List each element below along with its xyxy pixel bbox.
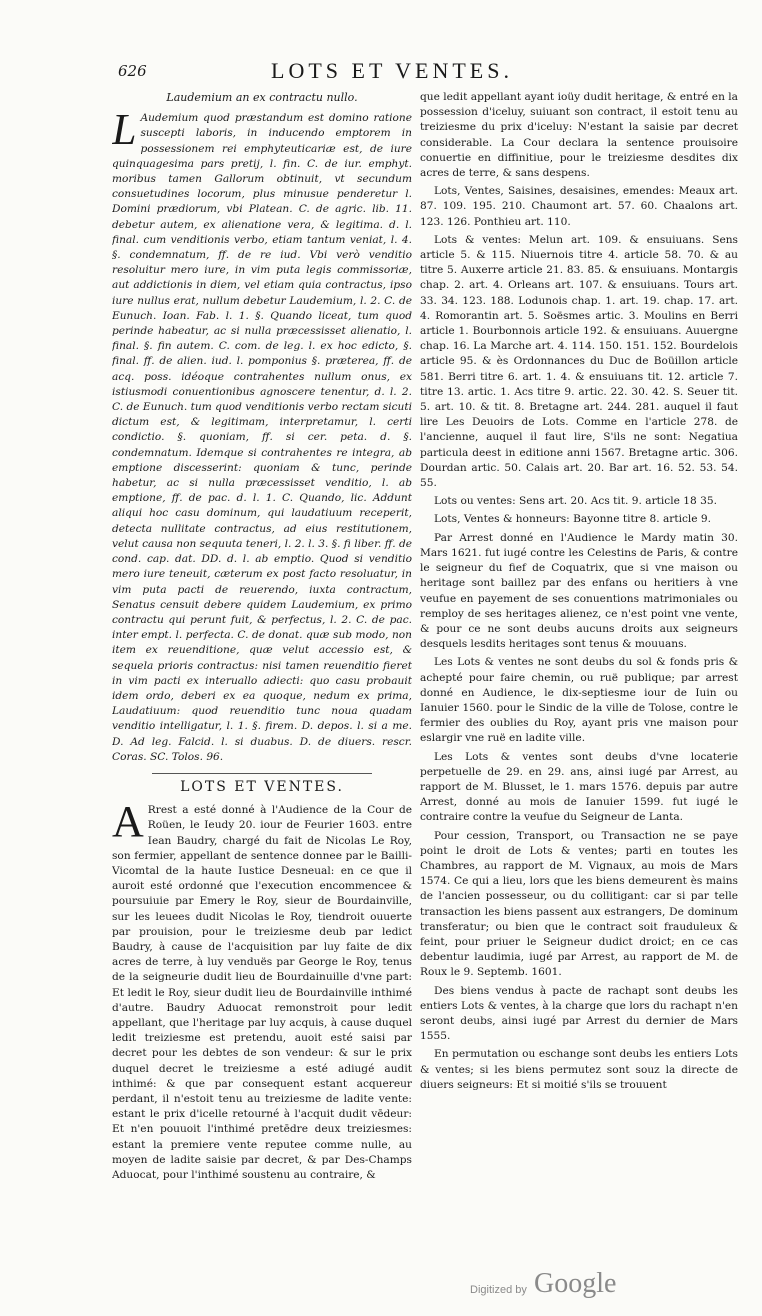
running-title: LOTS ET VENTES. xyxy=(271,58,513,83)
paragraph-7: Les Lots & ventes ne sont deubs du sol & fonds pris & achepté pour faire chemin, ou ruë publique; par arrest donné en Audience, le dix-septiesme iour de Iuin ou Ianuier 1560. pour le Sindic de la ville de Tolose, contre le fermier des oublies du Roy, ayant pris vne maison pour eslargir vne ruë en ladite ville. xyxy=(420,656,738,745)
paragraph-1: que ledit appellant ayant ioüy dudit heritage, & entré en la possession d'iceluy, suiuant son contract, il estoit tenu au treiziesme du prix d'iceluy: N'estant la saisie par decret considerable. La Cour declara la sentence prouisoire conuertie en diffinitiue, pour le treiziesme desdites dix acres de terre, & sans despens. xyxy=(420,91,738,180)
google-watermark xyxy=(470,1268,670,1304)
paragraph-2: Lots, Ventes, Saisines, desaisines, emendes: Meaux art. 87. 109. 195. 210. Chaumont art. 57. 60. Chaalons art. 123. 126. Ponthieu art. 110. xyxy=(420,185,738,228)
paragraph-10: Des biens vendus à pacte de rachapt sont deubs les entiers Lots & ventes, à la charge que lors du rachapt n'en seront deubs, ainsi iugé par Arrest du dernier de Mars 1555. xyxy=(420,984,738,1043)
latin-paragraph xyxy=(112,105,412,765)
page-header xyxy=(112,58,672,88)
drop-cap-a: A xyxy=(112,797,144,847)
watermark-google-logo: Google xyxy=(534,1268,617,1299)
paragraph-4: Lots ou ventes: Sens art. 20. Acs tit. 9. article 18 35. xyxy=(434,495,717,508)
section-subhead: Laudemium an ex contractu nullo. xyxy=(166,91,358,104)
paragraph-11: En permutation ou eschange sont deubs les entiers Lots & ventes; si les biens permutez sont souz la directe de diuers seigneurs: Et si moitié s'ils se trouuent xyxy=(420,1048,738,1091)
latin-text: Audemium quod præstandum est domino ratione suscepti laboris, in inducendo emptorem in possessionem rei emphyteuticariæ est, de iure quinquagesima pars pretij, l. fin. C. de iur. emphyt. moribus tamen Gallorum obtinuit, vt secundum consuetudines locorum, plus minusue penderetur l. Domini prædiorum, vbi Platean. C. de agric. lib. 11. debetur autem, ex alienatione vera, & legitima. d. l. final. cum venditionis verbo, etiam tantum veniat, l. 4. §. condemnatum, ff. de re iud. Vbi verò venditio resoluitur mero iure, in vim puta legis commissoriæ, aut addictionis in diem, vel etiam quia contractus, ipso iure nullus erat, nullum debetur Laudemium, l. 2. C. de Eunuch. Ioan. Fab. l. 1. §. Quando liceat, tum quod perinde habeatur, ac si nulla præcessisset alienatio, l. final. §. fin autem. C. com. de leg. l. ex hoc edicto, §. final. ff. de alien. iud. l. pomponius §. præterea, ff. de acq. poss. idéoque contrahentes nullum onus, ex istiusmodi conuentionibus agnoscere tenentur, d. l. 2. C. de Eunuch. tum quod venditionis verbo rectam sicuti dictum est, & legitimam, interpretamur, l. certi condictio. §. quoniam, ff. si cer. peta. d. §. condemnatum. Idemque si contrahentes re integra, ab emptione discesserint: quoniam & tunc, perinde habetur, ac si nulla præcessisset venditio, l. ab emptione, ff. de pac. d. l. 1. C. Quando, lic. Addunt aliqui hoc casu dominum, qui laudatiuum receperit, detecta nullitate contractus, ad eius restitutionem, velut causa non sequuta teneri, l. 2. l. 3. §. fi liber. ff. de cond. cap. dat. DD. d. l. ab emptio. Quod si venditio mero iure teneuit, cæterum ex post facto resoluatur, in vim puta pacti de reuerendo, iuxta contractum, Senatus censuit debere quidem Laudemium, ex primo contractu qui perunt fuit, & perfectus, l. 2. C. de pac. inter empt. l. perfecta. C. de donat. quæ sub modo, non item ex reuenditione, quæ velut accessio est, & sequela prioris contractus: nisi tamen reuenditio fieret in vim pacti ex interuallo adiecti: quo casu probauit idem ordo, deberi ex ea quoque, nedum ex prima, Laudatiuum: quod reuenditio tunc noua quadam venditio intelligatur, l. 1. §. firem. D. depos. l. si a me. D. Ad leg. Falcid. l. si duabus. D. de diuers. rescr. Coras. SC. Tolos. 96. xyxy=(112,112,412,763)
arrest-paragraph xyxy=(112,797,412,1183)
section-title: LOTS ET VENTES. xyxy=(180,778,344,795)
arrest-text: Rrest a esté donné à l'Audience de la Cour de Roüen, le Ieudy 20. iour de Feurier 1603. entre Iean Baudry, chargé du fait de Nicolas Le Roy, son fermier, appellant de sentence donnee par le Bailli-Vicomtal de la haute Iustice Desneual: en ce que il auroit esté ordonné que l'execution encommencee & poursuiuie par Emery le Roy, sieur de Bourdainville, sur les leuees dudit Nicolas le Roy, tiendroit ouuerte par prouision, pour le treiziesme deub par ledict Baudry, à cause de l'acquisition par luy faite de dix acres de terre, à luy venduës par George le Roy, tenus de la seigneurie dudit lieu de Bourdainuille d'vne part: Et ledit le Roy, sieur dudit lieu de Bourdainville inthimé d'autre. Baudry Aduocat remonstroit pour ledit appellant, que l'heritage par luy acquis, à cause duquel ledit treiziesme est pretendu, auoit esté saisi par decret pour les debtes de son vendeur: & sur le prix duquel decret le treiziesme a esté adiugé audit inthimé: & que par consequent estant acquereur perdant, il n'estoit tenu au treiziesme de ladite vente: estant le prix d'icelle retourné à l'acquit dudit vēdeur: Et n'en pouuoit l'inthimé pretēdre deux treiziesmes: estant la premiere vente reputee comme nulle, au moyen de ladite saisie par decret, & par Des-Champs Aduocat, pour l'inthimé soustenu au contraire, & xyxy=(112,804,412,1182)
drop-cap-l: L xyxy=(112,105,137,155)
watermark-digitized-by: Digitized by xyxy=(470,1284,527,1296)
paragraph-6: Par Arrest donné en l'Audience le Mardy matin 30. Mars 1621. fut iugé contre les Celestins de Paris, & contre le seigneur du fief de Coquatrix, que si vne maison ou heritage sont baillez par des enfans ou heritiers à vne veufue en payement de ses conuentions matrimoniales ou remploy de ses heritages alienez, ce n'est point vne vente, & pour ce ne sont deubs aucuns droits aux seigneurs desquels lesdits heritages sont tenus & mouuans. xyxy=(420,531,738,651)
paragraph-9: Pour cession, Transport, ou Transaction ne se paye point le droit de Lots & ventes; parti en toutes les Chambres, au rapport de M. Vignaux, au mois de Mars 1574. Ce qui a lieu, lors que les biens demeurent ès mains de l'ancien possesseur, ou du collitigant: car si par telle transaction les biens passent aux estrangers, De dominum transferatur; ou bien que le contract soit frauduleux & feint, pour priuer le Seigneur dudict droict; en ce cas debentur laudimia, iugé par Arrest, au rapport de M. de Roux le 9. Septemb. 1601. xyxy=(420,829,738,979)
paragraph-3: Lots & ventes: Melun art. 109. & ensuiuans. Sens article 5. & 115. Niuernois titre 4. article 58. 70. & au titre 5. Auxerre article 21. 83. 85. & ensuiuans. Montargis chap. 2. art. 4. Orleans art. 107. & ensuiuans. Tours art. 33. 34. 123. 188. Lodunois chap. 1. art. 19. chap. 17. art. 4. Romorantin art. 5. Soësmes artic. 3. Moulins en Berri article 1. Bourbonnois article 192. & ensuiuans. Auuergne chap. 16. La Marche art. 4. 114. 150. 151. 152. Bourdelois article 95. & ès Ordonnances du Duc de Boüillon article 581. Berri titre 6. art. 1. 4. & ensuiuans tit. 12. article 7. titre 13. artic. 1. Acs titre 9. artic. 22. 30. 42. S. Seuer tit. 5. art. 10. & tit. 8. Bretagne art. 244. 281. auquel il faut lire Les Deuoirs de Lots. Comme en l'article 278. de l'ancienne, auquel il faut lire, S'ils ne sont: Negatiua particula deest in editione anni 1567. Bretagne artic. 306. Dourdan artic. 50. Calais art. 20. Bar art. 16. 52. 53. 54. 55. xyxy=(420,233,738,490)
right-column xyxy=(420,90,738,1220)
section-divider xyxy=(152,773,372,774)
paragraph-8: Les Lots & ventes sont deubs d'vne locaterie perpetuelle de 29. en 29. ans, ainsi iugé par Arrest, au rapport de M. Blusset, le 1. mars 1576. depuis par autre Arrest, donné au mois de Ianuier 1599. fut iugé le contraire contre la veufue du Seigneur de Lanta. xyxy=(420,750,738,824)
paragraph-5: Lots, Ventes & honneurs: Bayonne titre 8. article 9. xyxy=(434,513,712,526)
left-column xyxy=(112,90,412,1220)
page-number: 626 xyxy=(118,62,147,80)
